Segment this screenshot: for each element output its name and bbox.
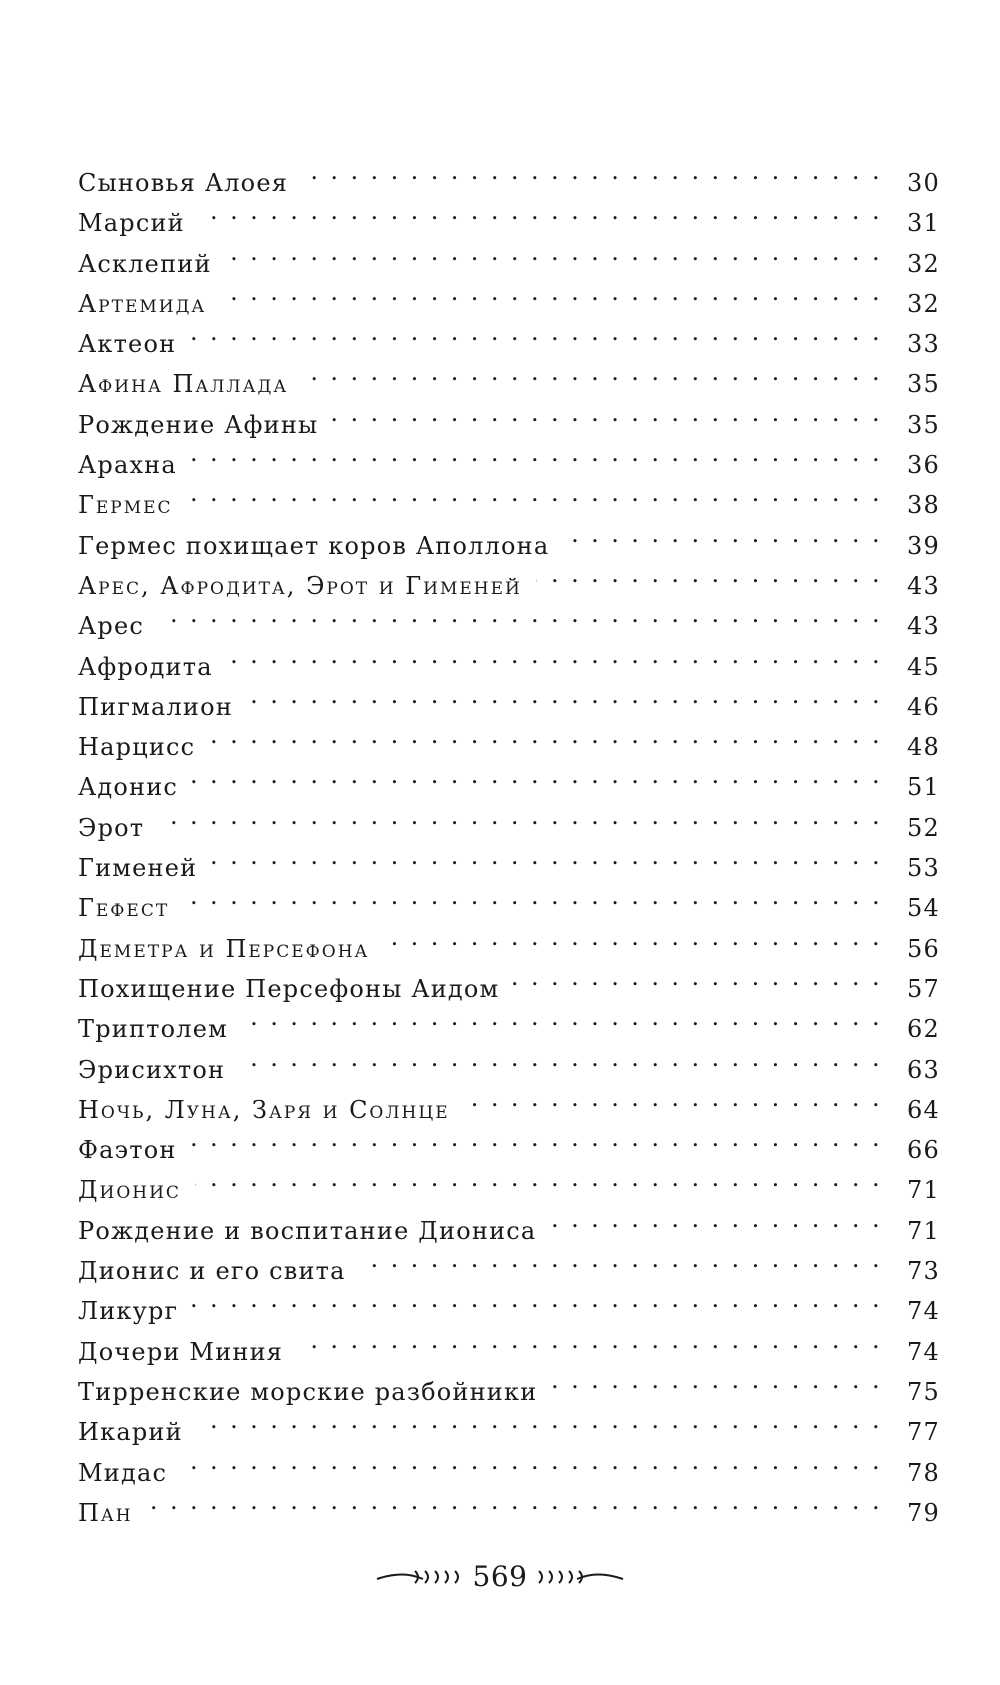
toc-entry-title: Рождение и воспитание Диониса: [78, 1216, 537, 1245]
toc-entry-page-number: 39: [907, 531, 940, 560]
dot-leader: [550, 1199, 882, 1239]
toc-entry-page-number: 57: [907, 974, 940, 1003]
toc-entry-page-number: 35: [907, 370, 940, 399]
toc-entry[interactable]: [78, 191, 940, 238]
dot-leader: [536, 554, 882, 594]
page-number: 569: [472, 1560, 528, 1593]
dot-leader: [302, 352, 882, 392]
toc-entry-title: Ликург: [78, 1297, 179, 1326]
toc-entry[interactable]: [78, 594, 940, 641]
dot-leader: [360, 1239, 882, 1279]
dot-leader: [199, 191, 882, 231]
dot-leader: [464, 1078, 882, 1118]
toc-entry-title: Фаэтон: [78, 1136, 177, 1165]
decorative-flourish-right-icon: [533, 1563, 625, 1591]
toc-entry-title: Арес: [78, 612, 144, 641]
toc-entry-title: Арахна: [78, 451, 177, 480]
toc-entry-page-number: 62: [907, 1015, 940, 1044]
dot-leader: [513, 957, 882, 997]
dot-leader: [242, 997, 882, 1037]
toc-entry-page-number: 71: [907, 1216, 940, 1245]
toc-entry-title: Эрисихтон: [78, 1055, 226, 1084]
dot-leader: [383, 917, 882, 957]
toc-entry-title: Эрот: [78, 813, 145, 842]
toc-entry[interactable]: [78, 1158, 940, 1205]
toc-entry[interactable]: [78, 352, 940, 399]
dot-leader: [209, 715, 882, 755]
dot-leader: [191, 1118, 882, 1158]
toc-entry-page-number: 46: [907, 692, 940, 721]
toc-entry-page-number: 66: [907, 1136, 940, 1165]
toc-entry-title: Марсий: [78, 209, 185, 238]
toc-entry[interactable]: [78, 1441, 940, 1487]
toc-entry[interactable]: [78, 1481, 940, 1527]
toc-entry-title: Сыновья Алоея: [78, 169, 289, 197]
toc-entry-title: Нарцисс: [78, 733, 196, 762]
toc-entry-title: Дочери Миния: [78, 1337, 284, 1366]
dot-leader: [192, 1279, 882, 1319]
dot-leader: [187, 473, 882, 513]
toc-entry-title: Пан: [78, 1498, 133, 1527]
dot-leader: [158, 594, 882, 634]
toc-entry-page-number: 78: [907, 1458, 940, 1487]
toc-entry-title: Гименей: [78, 854, 198, 883]
toc-entry-page-number: 51: [907, 773, 940, 802]
dot-leader: [302, 151, 882, 191]
toc-entry-page-number: 53: [907, 854, 940, 883]
dot-leader: [197, 1400, 882, 1440]
dot-leader: [147, 1481, 882, 1521]
toc-entry[interactable]: [78, 836, 940, 883]
dot-leader: [191, 433, 882, 473]
dot-leader: [297, 1320, 882, 1360]
toc-entry-page-number: 38: [907, 491, 940, 520]
toc-entry[interactable]: [78, 1118, 940, 1165]
toc-entry-title: Арес, Афродита, Эрот и Гименей: [78, 571, 522, 600]
toc-entry-page-number: 36: [907, 451, 940, 480]
table-of-contents: [78, 151, 940, 1527]
toc-entry-page-number: 33: [907, 330, 940, 359]
toc-entry-page-number: 77: [907, 1418, 940, 1447]
toc-entry-page-number: 63: [907, 1055, 940, 1084]
dot-leader: [183, 876, 882, 916]
toc-entry-title: Триптолем: [78, 1015, 229, 1044]
toc-entry-page-number: 45: [907, 652, 940, 681]
decorative-flourish-left-icon: [375, 1563, 467, 1591]
toc-entry-title: Адонис: [78, 773, 179, 802]
toc-entry-title: Дионис: [78, 1176, 181, 1205]
toc-entry-title: Мидас: [78, 1458, 168, 1487]
toc-entry-page-number: 64: [907, 1095, 940, 1124]
dot-leader: [563, 514, 882, 554]
toc-entry-page-number: 75: [907, 1377, 940, 1406]
dot-leader: [227, 635, 882, 675]
toc-entry-page-number: 35: [907, 410, 940, 439]
toc-entry[interactable]: [78, 151, 940, 197]
toc-entry[interactable]: [78, 1279, 940, 1326]
toc-entry-page-number: 52: [907, 813, 940, 842]
toc-entry[interactable]: [78, 232, 940, 278]
toc-entry-page-number: 74: [907, 1337, 940, 1366]
toc-entry-title: Рождение Афины: [78, 410, 319, 439]
dot-leader: [211, 836, 882, 876]
toc-entry-title: Афина Паллада: [78, 370, 289, 399]
toc-entry[interactable]: [78, 473, 940, 520]
dot-leader: [192, 755, 882, 795]
toc-entry-title: Тирренские морские разбойники: [78, 1377, 538, 1406]
toc-entry[interactable]: [78, 1199, 940, 1245]
toc-entry-title: Афродита: [78, 652, 213, 681]
toc-entry[interactable]: [78, 876, 940, 923]
toc-entry-title: Похищение Персефоны Аидом: [78, 974, 500, 1003]
toc-entry-title: Деметра и Персефона: [78, 934, 370, 963]
toc-entry-title: Гермес: [78, 491, 173, 520]
toc-entry-title: Актеон: [78, 330, 177, 359]
page-folio: [0, 1560, 1000, 1593]
dot-leader: [551, 1360, 882, 1400]
toc-entry-title: Гефест: [78, 894, 170, 923]
toc-entry-page-number: 56: [907, 934, 940, 963]
toc-entry-page-number: 30: [907, 169, 940, 197]
toc-entry[interactable]: [78, 312, 940, 359]
toc-entry-page-number: 71: [907, 1176, 940, 1205]
toc-entry[interactable]: [78, 917, 940, 963]
dot-leader: [239, 1038, 882, 1078]
toc-entry-page-number: 31: [907, 209, 940, 238]
toc-entry[interactable]: [78, 514, 940, 560]
toc-entry-page-number: 74: [907, 1297, 940, 1326]
toc-entry-title: Гермес похищает коров Аполлона: [78, 531, 550, 560]
toc-entry[interactable]: [78, 433, 940, 480]
toc-entry[interactable]: [78, 1400, 940, 1447]
toc-entry-page-number: 32: [907, 289, 940, 318]
toc-entry-page-number: 73: [907, 1257, 940, 1286]
toc-entry-title: Асклепий: [78, 249, 212, 278]
toc-entry-page-number: 43: [907, 571, 940, 600]
dot-leader: [195, 1158, 882, 1198]
toc-entry[interactable]: [78, 1320, 940, 1366]
toc-entry-title: Икарий: [78, 1418, 183, 1447]
toc-entry-title: Артемида: [78, 289, 207, 318]
dot-leader: [158, 796, 882, 836]
dot-leader: [226, 232, 882, 272]
toc-entry-title: Дионис и его свита: [78, 1257, 346, 1286]
toc-entry-title: Пигмалион: [78, 692, 233, 721]
dot-leader: [332, 393, 882, 433]
dot-leader: [181, 1441, 882, 1481]
toc-entry-page-number: 48: [907, 733, 940, 762]
toc-entry-page-number: 43: [907, 612, 940, 641]
toc-entry[interactable]: [78, 635, 940, 681]
toc-entry[interactable]: [78, 755, 940, 802]
toc-entry-page-number: 79: [907, 1498, 940, 1527]
dot-leader: [190, 312, 882, 352]
toc-entry-title: Ночь, Луна, Заря и Солнце: [78, 1095, 450, 1124]
toc-entry-page-number: 54: [907, 894, 940, 923]
dot-leader: [247, 675, 882, 715]
toc-entry[interactable]: [78, 796, 940, 842]
toc-entry-page-number: 32: [907, 249, 940, 278]
dot-leader: [220, 272, 882, 312]
